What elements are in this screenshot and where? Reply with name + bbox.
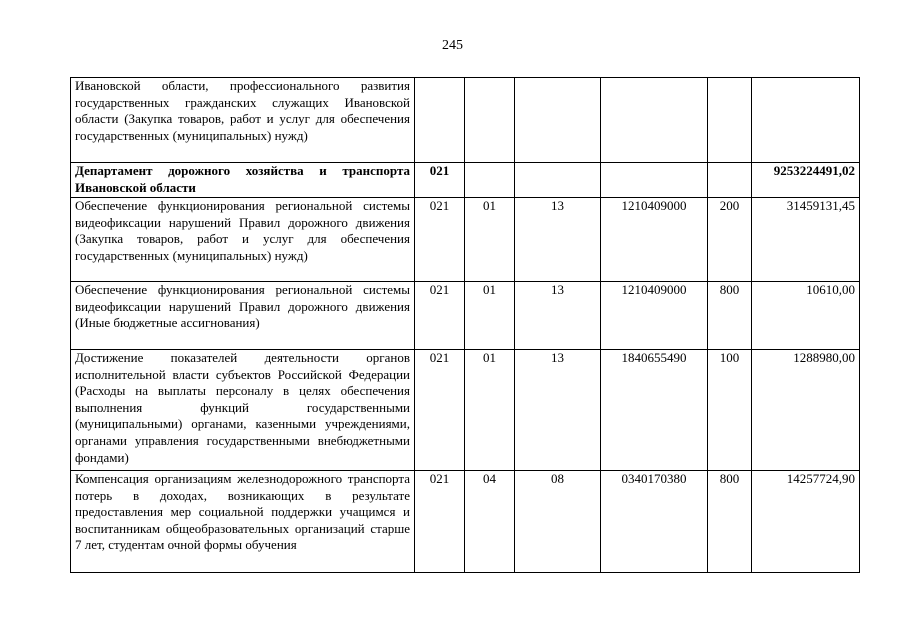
- subsection-code-cell: [515, 78, 601, 163]
- table-row: [71, 471, 860, 573]
- amount-cell: 14257724,90: [752, 471, 860, 573]
- amount-cell: 31459131,45: [752, 198, 860, 282]
- target-code-cell: [601, 163, 708, 198]
- expense-type-cell: 100: [708, 350, 752, 471]
- ministry-code-cell: 021: [415, 198, 465, 282]
- amount-cell: 10610,00: [752, 282, 860, 350]
- row-name-cell: Обеспечение функционирования региональной системы видеофиксации нарушений Правил дорожного движения (Закупка товаров, работ и услуг для обеспечения государственных (муниципальных) нужд): [71, 198, 415, 282]
- subsection-code-cell: [515, 163, 601, 198]
- table-row: [71, 198, 860, 282]
- target-code-cell: 1840655490: [601, 350, 708, 471]
- budget-table: [70, 77, 860, 573]
- expense-type-cell: [708, 163, 752, 198]
- target-code-cell: 1210409000: [601, 198, 708, 282]
- ministry-code-cell: 021: [415, 282, 465, 350]
- ministry-code-cell: [415, 78, 465, 163]
- section-code-cell: 01: [465, 282, 515, 350]
- amount-cell: [752, 78, 860, 163]
- row-name-cell: Ивановской области, профессионального развития государственных гражданских служащих Ивановской области (Закупка товаров, работ и услуг для обеспечения государственных (муниципальных) нужд): [71, 78, 415, 163]
- subsection-code-cell: 08: [515, 471, 601, 573]
- amount-cell: 9253224491,02: [752, 163, 860, 198]
- page-number: 245: [442, 38, 463, 53]
- table-row: [71, 350, 860, 471]
- section-code-cell: 01: [465, 350, 515, 471]
- expense-type-cell: [708, 78, 752, 163]
- table-row: [71, 282, 860, 350]
- section-code-cell: [465, 78, 515, 163]
- row-name-cell: Компенсация организациям железнодорожного транспорта потерь в доходах, возникающих в результате предоставления мер социальной поддержки учащимся и воспитанникам общеобразовательных организаций старше 7 лет, студентам очной формы обучения: [71, 471, 415, 573]
- expense-type-cell: 800: [708, 471, 752, 573]
- target-code-cell: [601, 78, 708, 163]
- table-row: [71, 78, 860, 163]
- subsection-code-cell: 13: [515, 350, 601, 471]
- target-code-cell: 0340170380: [601, 471, 708, 573]
- target-code-cell: 1210409000: [601, 282, 708, 350]
- expense-type-cell: 800: [708, 282, 752, 350]
- row-name-cell: Достижение показателей деятельности органов исполнительной власти субъектов Российской Федерации (Расходы на выплаты персоналу в целях обеспечения выполнения функций государственными (муниципальными) органами, казенными учреждениями, органами управления государственными внебюджетными фондами): [71, 350, 415, 471]
- subsection-code-cell: 13: [515, 282, 601, 350]
- ministry-code-cell: 021: [415, 471, 465, 573]
- section-code-cell: 01: [465, 198, 515, 282]
- section-code-cell: [465, 163, 515, 198]
- row-name-cell: Обеспечение функционирования региональной системы видеофиксации нарушений Правил дорожного движения (Иные бюджетные ассигнования): [71, 282, 415, 350]
- row-name-cell: Департамент дорожного хозяйства и транспорта Ивановской области: [71, 163, 415, 198]
- ministry-code-cell: 021: [415, 163, 465, 198]
- amount-cell: 1288980,00: [752, 350, 860, 471]
- section-code-cell: 04: [465, 471, 515, 573]
- ministry-code-cell: 021: [415, 350, 465, 471]
- subsection-code-cell: 13: [515, 198, 601, 282]
- table-row: [71, 163, 860, 198]
- expense-type-cell: 200: [708, 198, 752, 282]
